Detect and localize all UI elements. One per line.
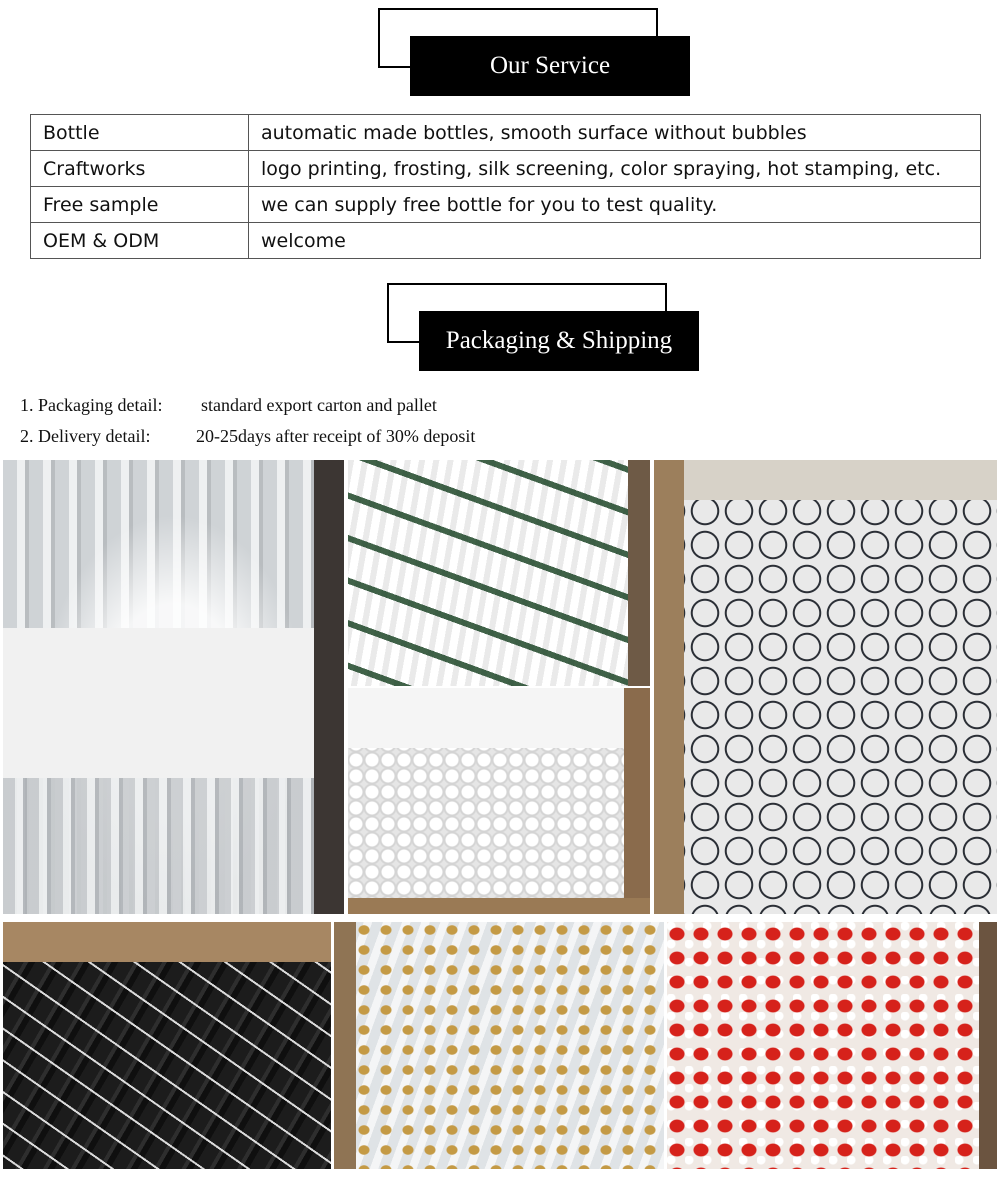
carton-edge bbox=[334, 922, 356, 1169]
table-row bbox=[31, 223, 981, 259]
photo-gold-sprayer-caps bbox=[334, 922, 664, 1169]
service-table bbox=[30, 114, 981, 259]
table-row bbox=[31, 115, 981, 151]
table-row bbox=[31, 187, 981, 223]
photo-black-droppers bbox=[3, 922, 331, 1169]
packaging-shipping-title: Packaging & Shipping bbox=[419, 311, 699, 371]
photo-white-caps bbox=[348, 688, 650, 914]
row-key: Free sample bbox=[31, 187, 249, 223]
carton-edge bbox=[654, 460, 684, 914]
our-service-title: Our Service bbox=[410, 36, 690, 96]
carton-edge bbox=[979, 922, 997, 1169]
row-value: we can supply free bottle for you to test quality. bbox=[249, 187, 981, 223]
carton-edge bbox=[348, 898, 650, 914]
photo-glass-bottles-carton bbox=[3, 460, 344, 914]
row-key: Craftworks bbox=[31, 151, 249, 187]
carton-edge bbox=[3, 922, 331, 962]
carton-edge bbox=[314, 460, 344, 914]
plastic-wrap bbox=[654, 460, 997, 500]
carton-edge bbox=[628, 460, 650, 686]
detail-label: Packaging detail: bbox=[38, 395, 163, 415]
packaging-shipping-header bbox=[387, 283, 699, 371]
carton-edge bbox=[624, 688, 650, 914]
our-service-header bbox=[378, 8, 690, 96]
table-row bbox=[31, 151, 981, 187]
foam-sheet bbox=[348, 688, 650, 748]
row-value: welcome bbox=[249, 223, 981, 259]
detail-value: 20-25days after receipt of 30% deposit bbox=[196, 426, 476, 446]
detail-value: standard export carton and pallet bbox=[201, 395, 437, 415]
delivery-detail-line bbox=[20, 426, 150, 447]
photo-green-lotion-pumps bbox=[348, 460, 650, 686]
row-value: automatic made bottles, smooth surface without bubbles bbox=[249, 115, 981, 151]
row-key: Bottle bbox=[31, 115, 249, 151]
bottle-rows bbox=[3, 778, 344, 914]
foam-sheet bbox=[3, 628, 344, 778]
photo-red-white-pumps bbox=[667, 922, 997, 1169]
photo-clear-jars-grid bbox=[654, 460, 997, 914]
detail-number: 1. bbox=[20, 395, 34, 415]
detail-label: Delivery detail: bbox=[38, 426, 151, 446]
detail-number: 2. bbox=[20, 426, 34, 446]
packaging-detail-line bbox=[20, 395, 162, 416]
row-key: OEM & ODM bbox=[31, 223, 249, 259]
row-value: logo printing, frosting, silk screening, color spraying, hot stamping, etc. bbox=[249, 151, 981, 187]
